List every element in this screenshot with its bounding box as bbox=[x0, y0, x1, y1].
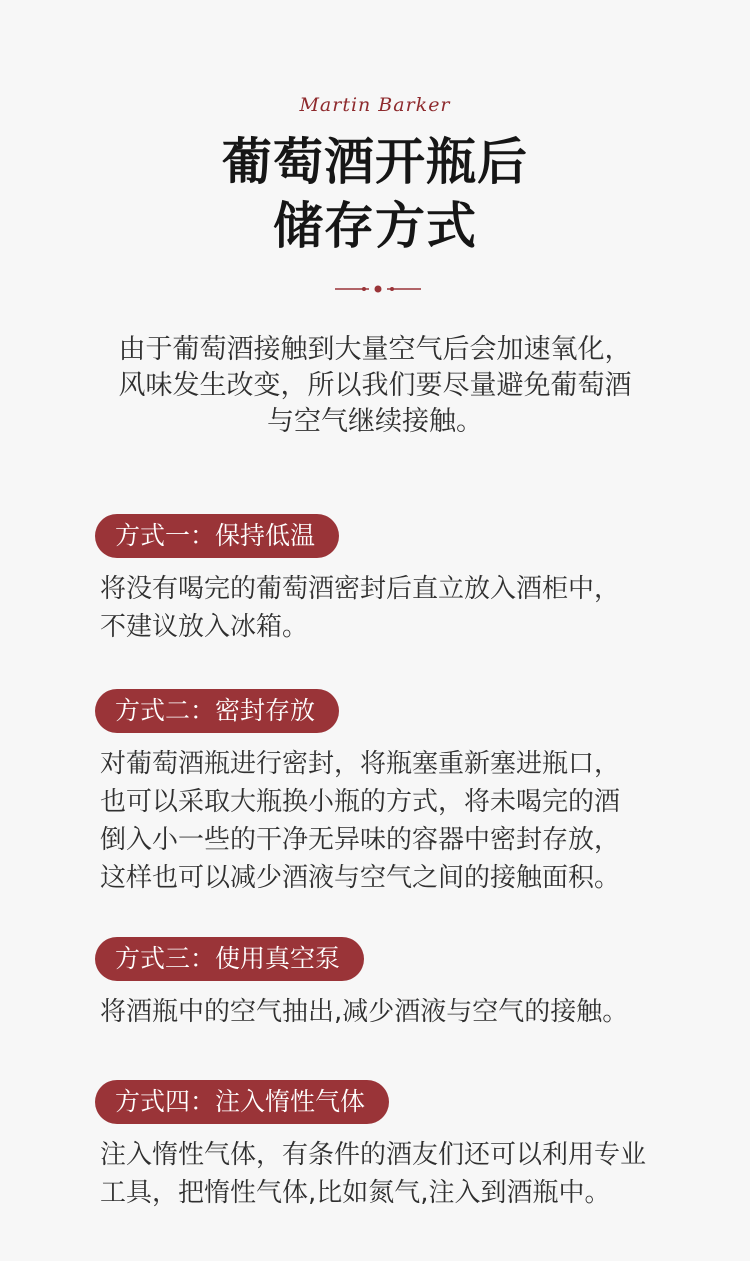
description-line: 这样也可以减少酒液与空气之间的接触面积。 bbox=[100, 863, 621, 893]
method-4-badge: 方式四：注入惰性气体 bbox=[95, 1080, 389, 1124]
description-line: 不建议放入冰箱。 bbox=[100, 612, 309, 642]
description-line: 注入惰性气体，有条件的酒友们还可以利用专业 bbox=[100, 1140, 647, 1170]
description-line: 将酒瓶中的空气抽出,减少酒液与空气的接触。 bbox=[100, 997, 629, 1027]
description-line: 将没有喝完的葡萄酒密封后直立放入酒柜中， bbox=[100, 574, 621, 604]
page-title-line-2: 储存方式 bbox=[273, 196, 477, 255]
method-3-description bbox=[100, 993, 700, 1031]
intro-paragraph bbox=[60, 332, 690, 440]
intro-line: 与空气继续接触。 bbox=[267, 406, 483, 437]
intro-line: 由于葡萄酒接触到大量空气后会加速氧化， bbox=[118, 334, 632, 365]
description-line: 对葡萄酒瓶进行密封，将瓶塞重新塞进瓶口， bbox=[100, 749, 621, 779]
method-4-description bbox=[100, 1136, 700, 1212]
method-3-badge: 方式三：使用真空泵 bbox=[95, 937, 364, 981]
method-2-description bbox=[100, 745, 700, 897]
description-line: 工具，把惰性气体,比如氮气,注入到酒瓶中。 bbox=[100, 1178, 611, 1208]
method-1-description bbox=[100, 570, 700, 646]
method-2-badge: 方式二：密封存放 bbox=[95, 689, 339, 733]
ornamental-divider-icon bbox=[335, 282, 421, 296]
method-1-badge: 方式一：保持低温 bbox=[95, 514, 339, 558]
page-title-line-1: 葡萄酒开瓶后 bbox=[222, 132, 528, 191]
description-line: 倒入小一些的干净无异味的容器中密封存放， bbox=[100, 825, 621, 855]
intro-line: 风味发生改变，所以我们要尽量避免葡萄酒 bbox=[118, 370, 632, 401]
brand-logo: Martin Barker bbox=[299, 94, 451, 116]
description-line: 也可以采取大瓶换小瓶的方式，将未喝完的酒 bbox=[100, 787, 621, 817]
